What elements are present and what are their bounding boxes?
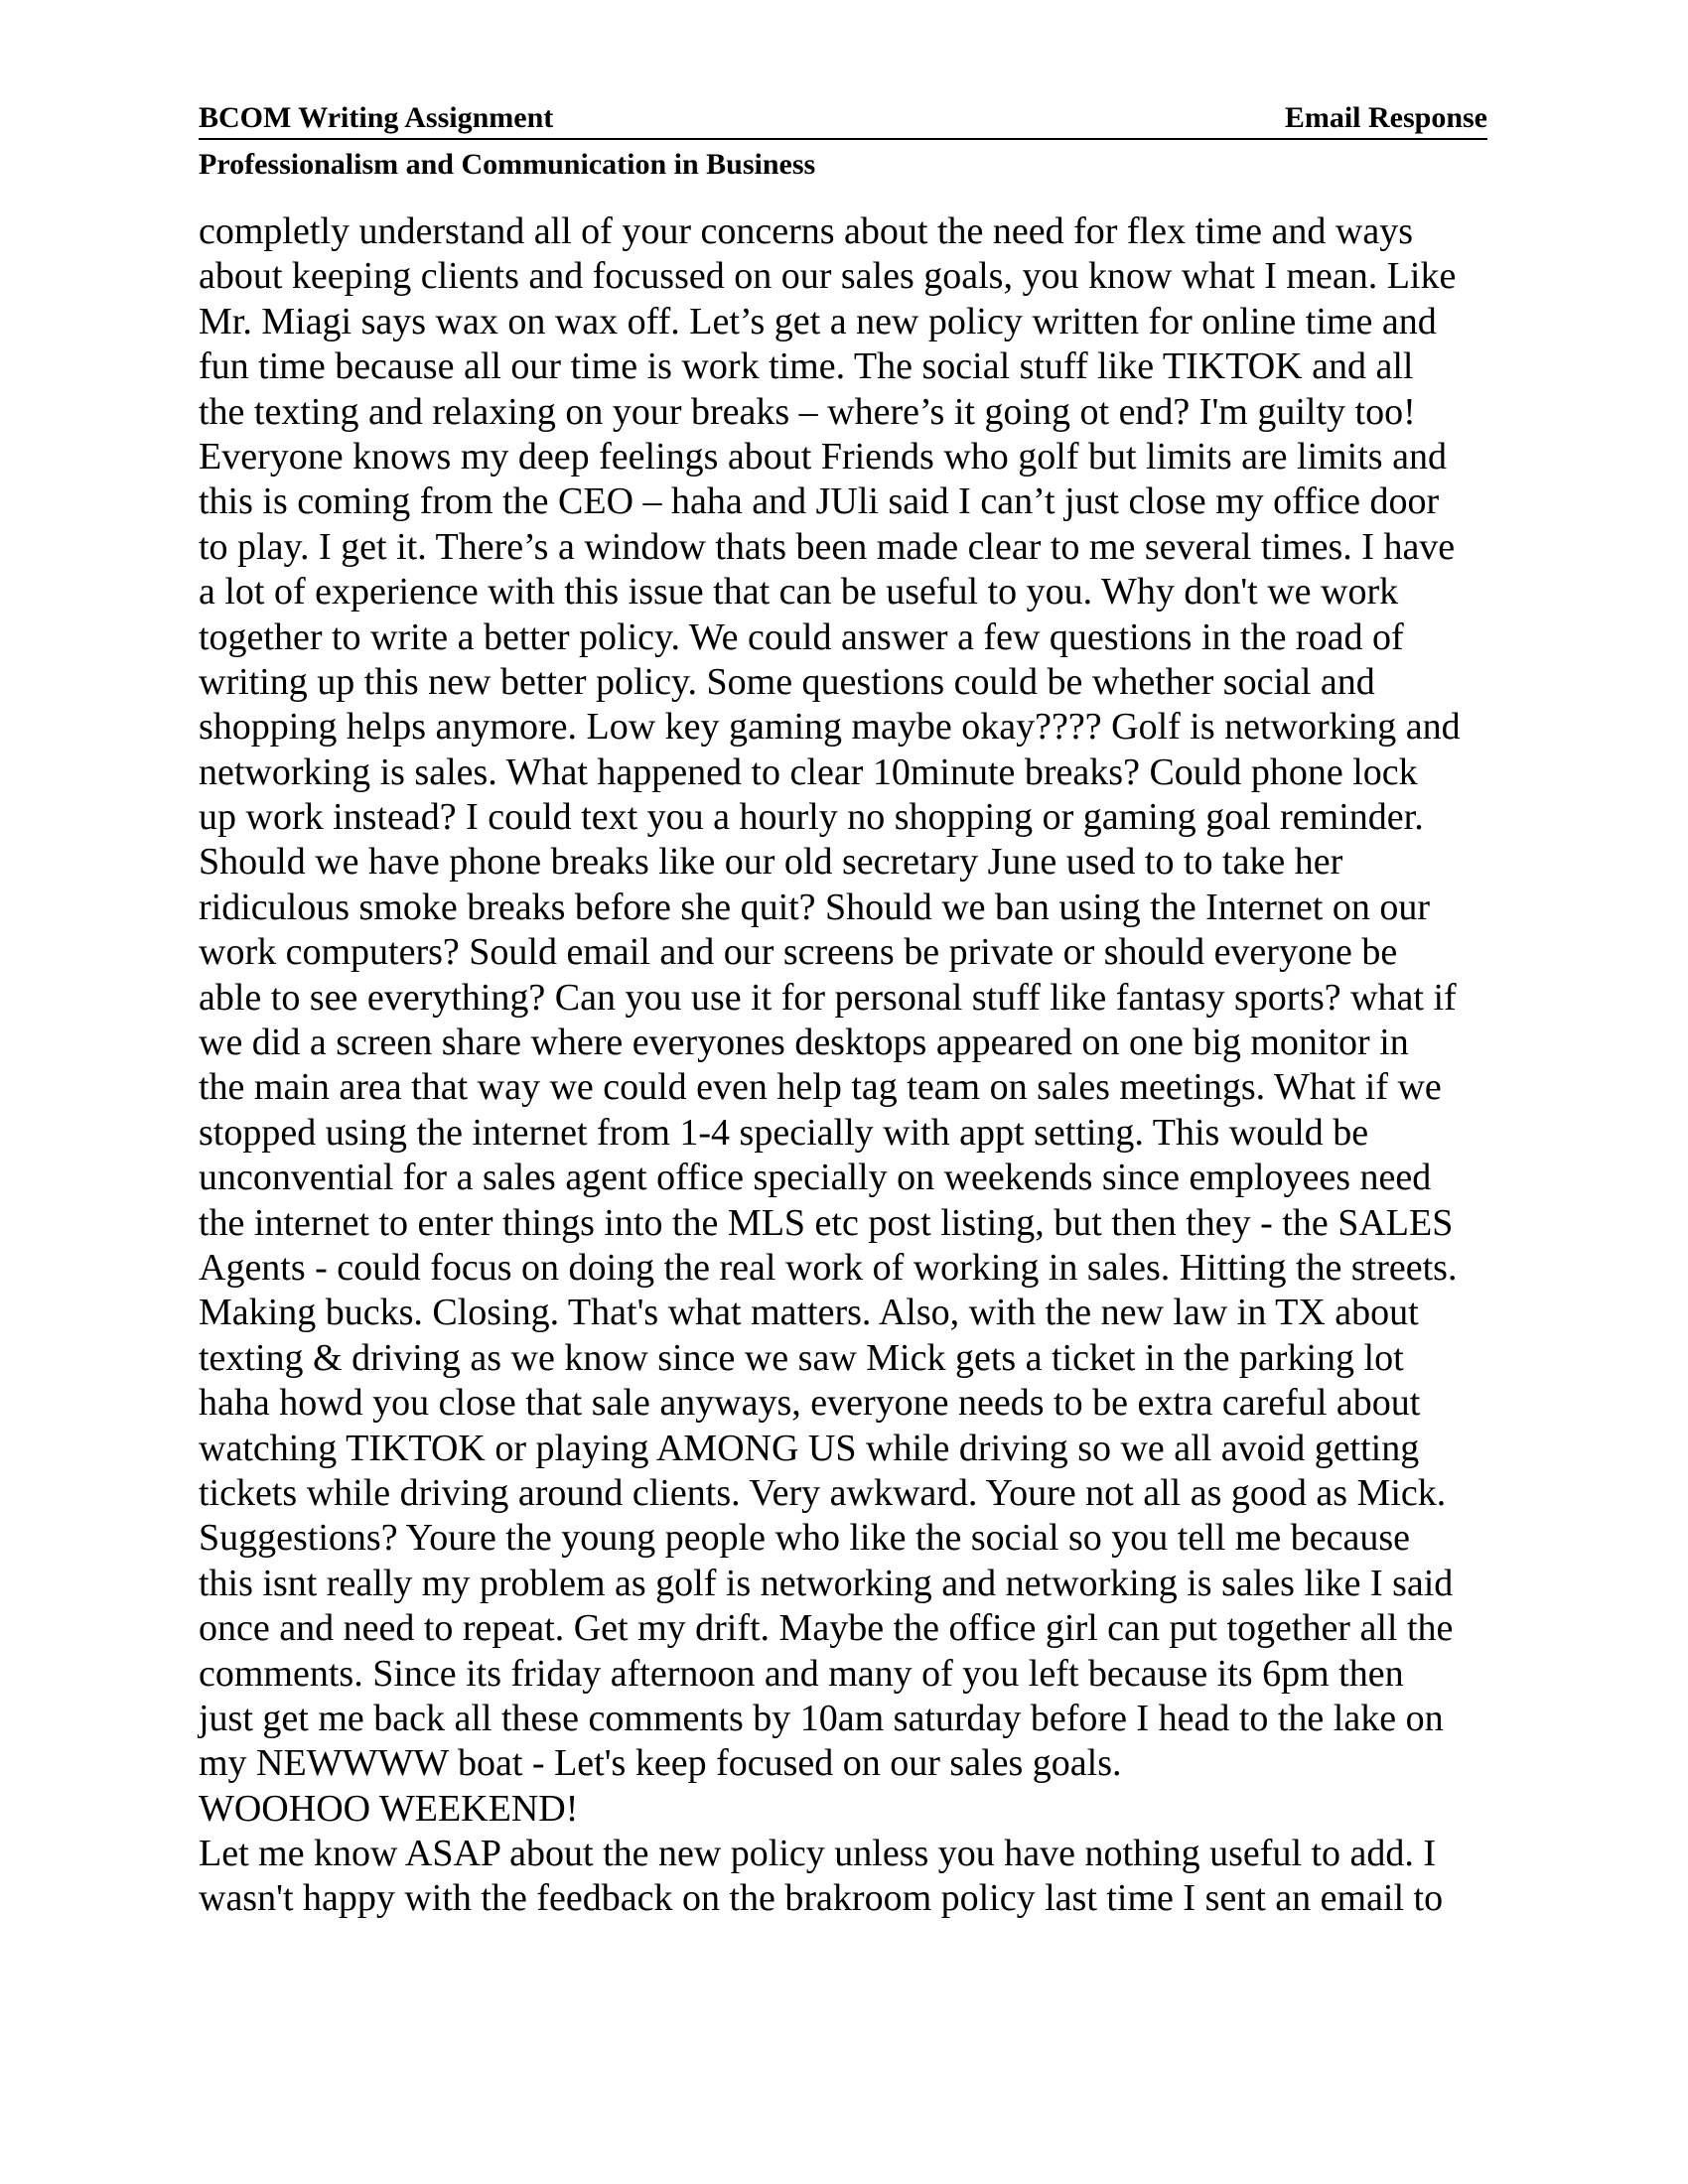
body-line: networking is sales. What happened to clear 10minute breaks? Could phone lock [199,751,1418,793]
body-line: together to write a better policy. We could answer a few questions in the road of [199,615,1404,658]
body-line: able to see everything? Can you use it for personal stuff like fantasy sports? what if [199,976,1457,1019]
body-line: the texting and relaxing on your breaks – where’s it going ot end? I'm guilty too! [199,390,1416,433]
body-line: writing up this new better policy. Some questions could be whether social and [199,660,1375,703]
body-line: Agents - could focus on doing the real work of working in sales. Hitting the streets. [199,1246,1458,1289]
body-line: work computers? Sould email and our screens be private or should everyone be [199,931,1398,974]
email-body [199,209,1487,1922]
header-left-title: BCOM Writing Assignment [199,101,554,134]
body-line: Should we have phone breaks like our old secretary June used to to take her [199,841,1343,884]
body-line: stopped using the internet from 1-4 specially with appt setting. This would be [199,1111,1369,1154]
body-line: the internet to enter things into the MLS etc post listing, but then they - the SALES [199,1201,1454,1244]
body-line: fun time because all our time is work time. The social stuff like TIKTOK and all [199,345,1414,388]
body-line: comments. Since its friday afternoon and many of you left because its 6pm then [199,1652,1404,1695]
body-line: Suggestions? Youre the young people who like the social so you tell me because [199,1517,1411,1560]
body-line: WOOHOO WEEKEND! [199,1787,579,1830]
body-line: ridiculous smoke breaks before she quit? Should we ban using the Internet on our [199,886,1430,928]
body-line: haha howd you close that sale anyways, everyone needs to be extra careful about [199,1382,1421,1425]
body-line: unconvential for a sales agent office specially on weekends since employees need [199,1157,1432,1199]
body-line: about keeping clients and focussed on our sales goals, you know what I mean. Like [199,255,1457,298]
body-line: Mr. Miagi says wax on wax off. Let’s get a new policy written for online time and [199,300,1437,342]
body-line: Let me know ASAP about the new policy unless you have nothing useful to add. I [199,1833,1437,1875]
body-line: a lot of experience with this issue that can be useful to you. Why don't we work [199,571,1399,614]
body-line: my NEWWWW boat - Let's keep focused on our sales goals. [199,1742,1122,1785]
body-line: Everyone knows my deep feelings about Friends who golf but limits are limits and [199,435,1447,478]
body-line: texting & driving as we know since we saw Mick gets a ticket in the parking lot [199,1336,1404,1379]
body-line: Making bucks. Closing. That's what matters. Also, with the new law in TX about [199,1292,1419,1334]
body-line: completly understand all of your concerns about the need for flex time and ways [199,210,1413,252]
body-line: shopping helps anymore. Low key gaming maybe okay???? Golf is networking and [199,706,1461,749]
body-line: tickets while driving around clients. Very awkward. Youre not all as good as Mick. [199,1471,1447,1514]
body-line: this isnt really my problem as golf is networking and networking is sales like I said [199,1562,1454,1604]
body-line: once and need to repeat. Get my drift. Maybe the office girl can put together all the [199,1607,1454,1650]
body-line: we did a screen share where everyones desktops appeared on one big monitor in [199,1022,1409,1064]
document-page [199,99,1487,1922]
header-right-title: Email Response [1284,101,1487,134]
body-line: the main area that way we could even help tag team on sales meetings. What if we [199,1066,1442,1109]
header-subtitle: Professionalism and Communication in Business [199,148,816,181]
body-line: watching TIKTOK or playing AMONG US while driving so we all avoid getting [199,1427,1420,1469]
body-line: this is coming from the CEO – haha and JUli said I can’t just close my office door [199,480,1440,523]
body-line: wasn't happy with the feedback on the brakroom policy last time I sent an email to [199,1877,1444,1920]
document-header [199,99,1487,140]
body-line: just get me back all these comments by 10am saturday before I head to the lake on [199,1697,1444,1739]
body-line: up work instead? I could text you a hourly no shopping or gaming goal reminder. [199,796,1424,839]
body-line: to play. I get it. There’s a window thats been made clear to me several times. I have [199,525,1456,568]
